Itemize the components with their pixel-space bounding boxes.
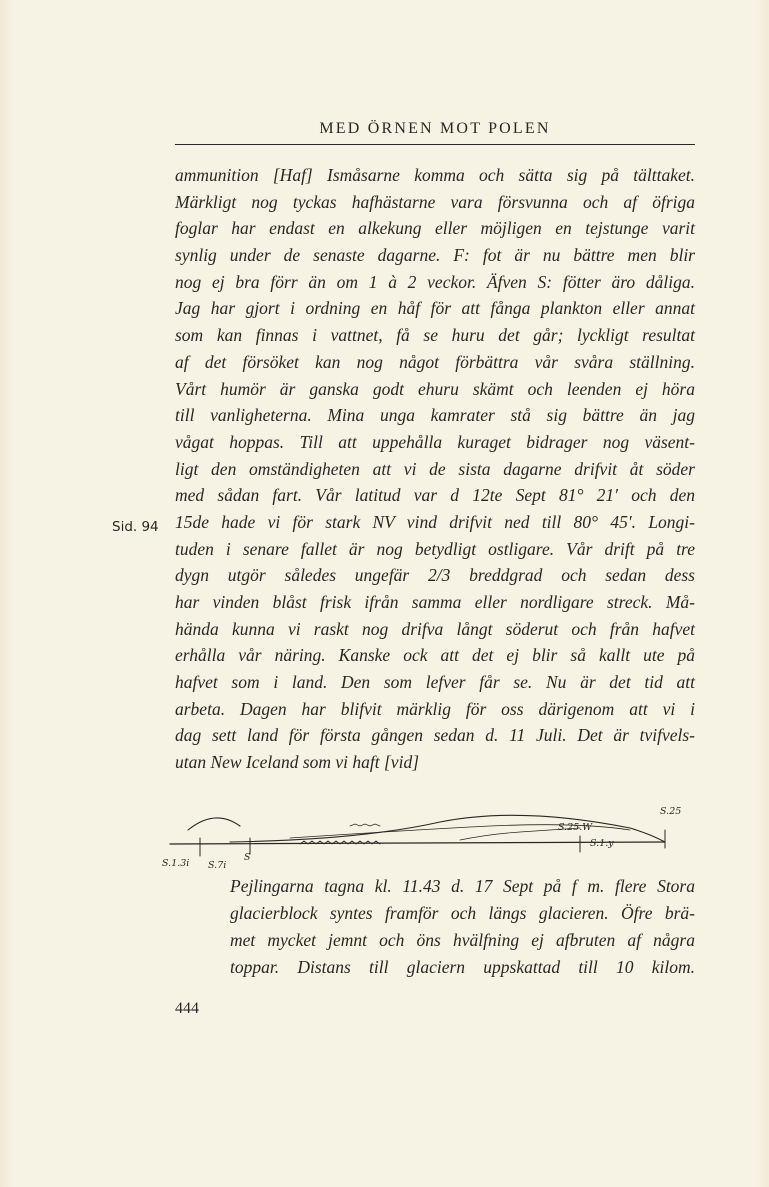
margin-note-page-ref: Sid. 94 [112, 519, 159, 535]
body-line: af det försöket kan nog något förbättra vår svåra ställning. [175, 351, 695, 372]
running-head: MED ÖRNEN MOT POLEN [319, 120, 551, 137]
header-rule [175, 144, 695, 145]
body-line: foglar har endast en alkekung eller möjligen en tejstunge varit [175, 218, 695, 239]
body-line: hafvet som i land. Den som lefver får se. Nu är det tid att [175, 672, 695, 693]
coastline-sketch-drawing [160, 800, 700, 880]
body-line: nog ej bra förr än om 1 à 2 veckor. Äfven S: fötter äro dåliga. [175, 271, 695, 292]
body-line: dygn utgör således ungefär 2/3 breddgrad och sedan dess [175, 565, 695, 586]
caption-line: met mycket jemnt och öns hvälfning ej afbruten af några [230, 930, 695, 950]
caption-line: glacierblock syntes framför och längs glacieren. Öfre brä- [230, 903, 695, 923]
sketch-bearing-label: S.1.y [590, 838, 614, 849]
body-text [175, 162, 695, 776]
body-line: ammunition [Haf] Ismåsarne komma och sätta sig på tälttaket. [175, 165, 695, 185]
body-line: vågat hoppas. Till att uppehålla kuraget bidrager nog väsent- [175, 431, 695, 452]
body-line: utan New Iceland som vi haft [vid] [175, 752, 420, 773]
small-island-outline [188, 818, 240, 830]
body-line: synlig under de senaste dagarne. F: fot är nu bättre men blir [175, 245, 695, 266]
caption-line: toppar. Distans till glaciern uppskattad till 10 kilom. [230, 957, 695, 977]
coastline-sketch [160, 800, 700, 880]
sketch-bearing-label: S [244, 852, 251, 863]
body-line: som kan finnas i vattnet, få se huru det går; lyckligt resultat [175, 325, 695, 346]
body-line: till vanligheterna. Mina unga kamrater stå sig bättre än jag [175, 405, 695, 426]
body-line: hända kunna vi raskt nog drifva långt söderut och från hafvet [175, 618, 695, 639]
body-line: erhålla vår näring. Kanske ock att det ej blir så kallt ute på [175, 645, 695, 666]
sketch-bearing-label: S.1.3i [162, 858, 190, 869]
caption-line: Pejlingarna tagna kl. 11.43 d. 17 Sept på f m. flere Stora [230, 876, 695, 896]
body-line: Märkligt nog tyckas hafhästarne vara försvunna och af öfriga [175, 191, 695, 212]
sketch-bearing-label: S.7i [208, 860, 227, 871]
sketch-bearing-label: S.25.W [558, 822, 593, 833]
body-line: arbeta. Dagen har blifvit märklig för oss därigenom att vi i [175, 698, 695, 719]
body-line: med sådan fart. Vår latitud var d 12te Sept 81° 21′ och den [175, 485, 695, 506]
body-line: ligt den omständigheten att vi de sista dagarne drifvit åt söder [175, 458, 695, 479]
body-line: 15de hade vi för stark NV vind drifvit ned till 80° 45′. Longi- [175, 511, 695, 532]
glacier-crest-marks [350, 824, 380, 826]
sketch-caption [230, 873, 695, 981]
body-line: Vårt humör är ganska godt ehuru skämt och leenden ej höra [175, 378, 695, 399]
page-number: 444 [175, 1000, 199, 1017]
sketch-bearing-label: S.25 [660, 806, 682, 817]
body-line: Jag har gjort i ordning en håf för att fånga plankton eller annat [175, 298, 695, 319]
body-line: dag sett land för första gången sedan d. 11 Juli. Det är tvifvels- [175, 725, 695, 746]
body-line: har vinden blåst frisk ifrån samma eller nordligare streck. Må- [175, 592, 695, 612]
body-line: tuden i senare fallet är nog betydligt ostligare. Vår drift på tre [175, 538, 695, 559]
